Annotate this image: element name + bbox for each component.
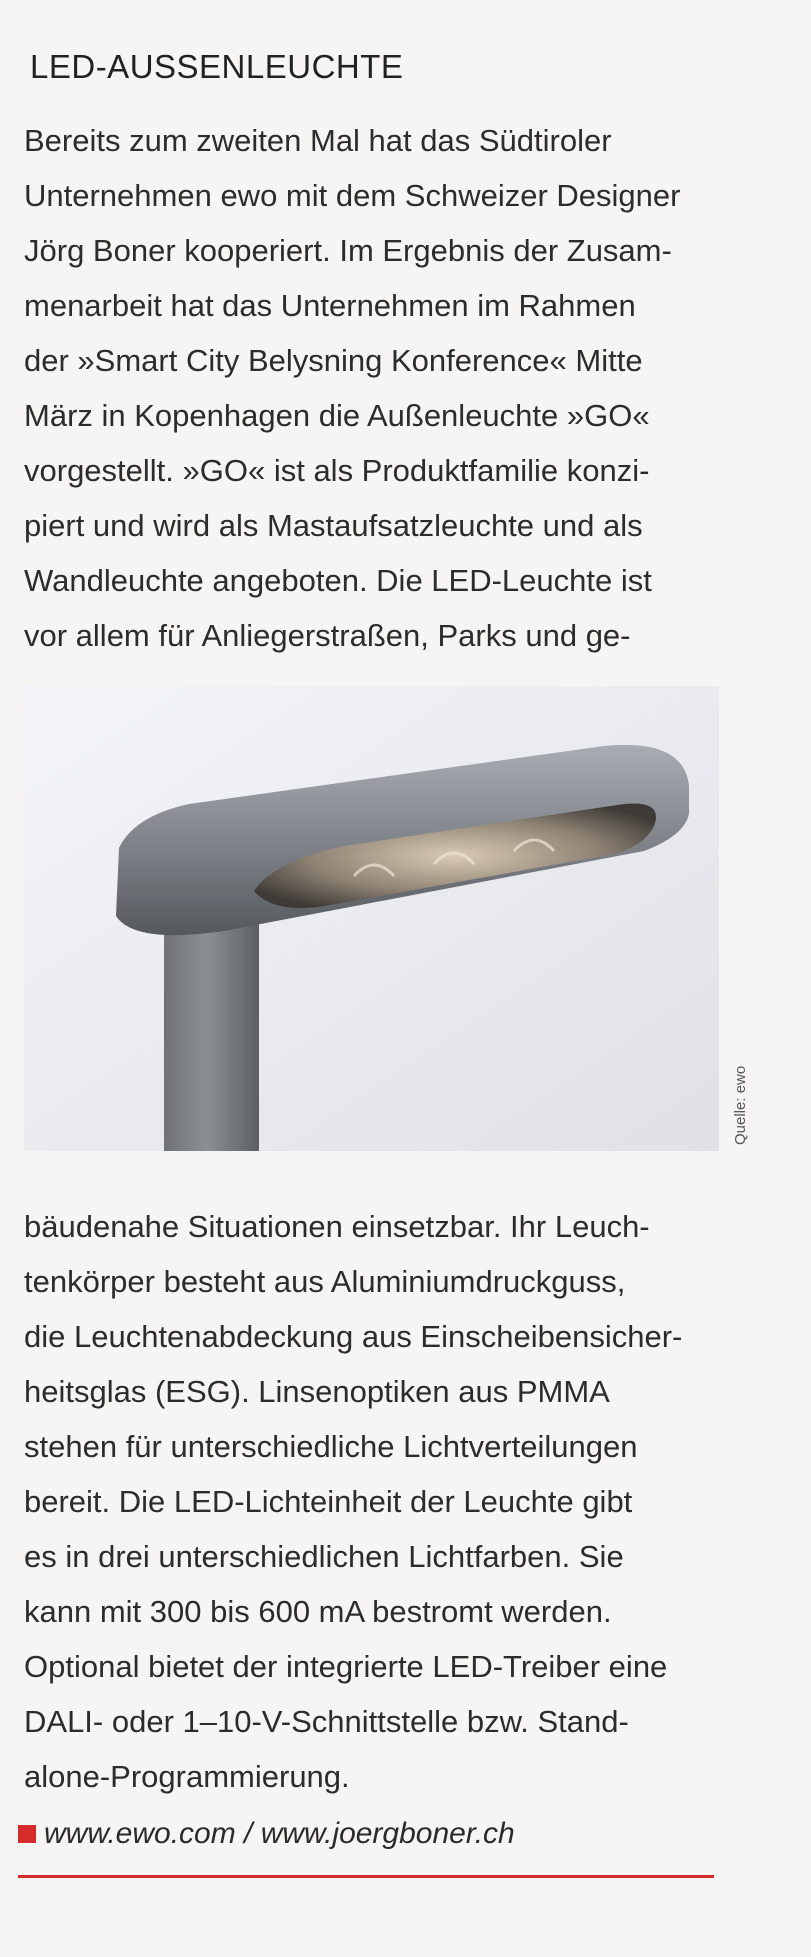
text-line: bereit. Die LED-Lichteinheit der Leuchte gibt xyxy=(24,1484,633,1519)
text-line: alone-Programmierung. xyxy=(24,1759,350,1794)
text-line: Wandleuchte angeboten. Die LED-Leuchte ist xyxy=(24,563,652,598)
text-line: es in drei unterschiedlichen Lichtfarben. Sie xyxy=(24,1539,624,1574)
text-line: stehen für unterschiedliche Lichtverteilungen xyxy=(24,1429,638,1464)
text-line: menarbeit hat das Unternehmen im Rahmen xyxy=(24,288,636,323)
text-line: bäudenahe Situationen einsetzbar. Ihr Leuch- xyxy=(24,1209,650,1244)
text-line: März in Kopenhagen die Außenleuchte »GO« xyxy=(24,398,650,433)
paragraph-intro xyxy=(24,113,680,663)
text-line: Unternehmen ewo mit dem Schweizer Designer xyxy=(24,178,681,213)
text-line: Optional bietet der integrierte LED-Treiber eine xyxy=(24,1649,668,1684)
text-line: DALI- oder 1–10-V-Schnittstelle bzw. Stand- xyxy=(24,1704,629,1739)
red-square-bullet-icon xyxy=(18,1825,36,1843)
photo-credit: Quelle: ewo xyxy=(732,1065,749,1145)
text-line: tenkörper besteht aus Aluminiumdruckguss, xyxy=(24,1264,626,1299)
text-line: die Leuchtenabdeckung aus Einscheibensicher- xyxy=(24,1319,683,1354)
text-line: der »Smart City Belysning Konference« Mitte xyxy=(24,343,643,378)
text-line: piert und wird als Mastaufsatzleuchte und als xyxy=(24,508,643,543)
text-line: Bereits zum zweiten Mal hat das Südtiroler xyxy=(24,123,612,158)
street-light-photo xyxy=(24,686,719,1151)
text-line: heitsglas (ESG). Linsenoptiken aus PMMA xyxy=(24,1374,610,1409)
red-divider-line xyxy=(18,1875,714,1878)
article-title: LED-AUSSENLEUCHTE xyxy=(30,48,404,86)
text-line: vor allem für Anliegerstraßen, Parks und ge- xyxy=(24,618,631,653)
text-line: vorgestellt. »GO« ist als Produktfamilie konzi- xyxy=(24,453,650,488)
text-line: Jörg Boner kooperiert. Im Ergebnis der Zusam- xyxy=(24,233,672,268)
text-line: kann mit 300 bis 600 mA bestromt werden. xyxy=(24,1594,612,1629)
website-links[interactable]: www.ewo.com / www.joergboner.ch xyxy=(44,1817,515,1850)
paragraph-continued xyxy=(24,1199,682,1804)
links-row xyxy=(18,1817,515,1851)
